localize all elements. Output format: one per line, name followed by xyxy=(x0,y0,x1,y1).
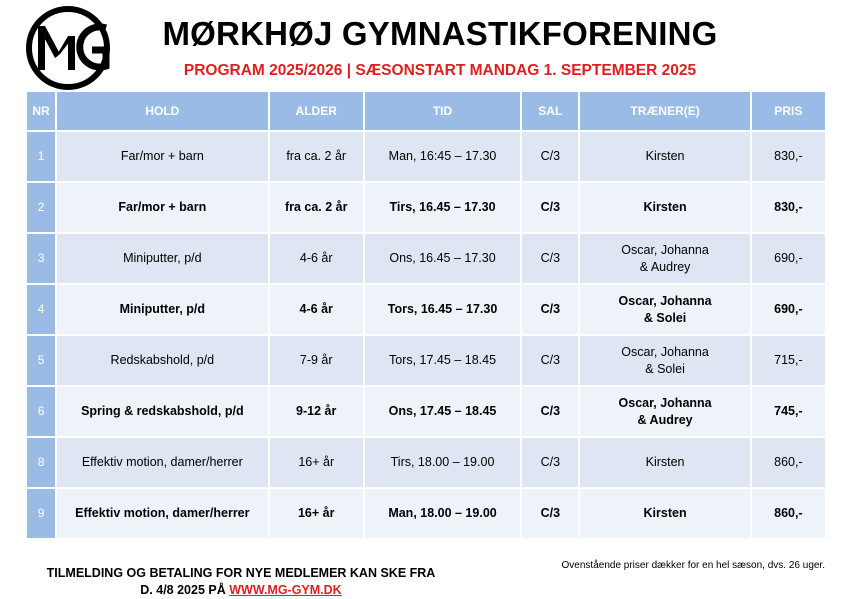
cell-pris: 745,- xyxy=(752,387,825,436)
col-header-sal: SAL xyxy=(522,92,578,130)
cell-pris: 830,- xyxy=(752,183,825,232)
cell-alder: 16+ år xyxy=(270,489,363,538)
registration-date: D. 4/8 2025 PÅ xyxy=(140,583,226,597)
cell-traener: Kirsten xyxy=(580,489,749,538)
cell-traener: Oscar, Johanna & Solei xyxy=(580,336,749,385)
cell-pris: 690,- xyxy=(752,234,825,283)
cell-pris: 860,- xyxy=(752,489,825,538)
cell-alder: 16+ år xyxy=(270,438,363,487)
registration-note xyxy=(26,565,456,599)
cell-hold: Far/mor + barn xyxy=(57,183,268,232)
table-row xyxy=(27,489,825,538)
cell-traener: Kirsten xyxy=(580,132,749,181)
cell-nr: 9 xyxy=(27,489,55,538)
cell-tid: Ons, 16.45 – 17.30 xyxy=(365,234,520,283)
cell-tid: Ons, 17.45 – 18.45 xyxy=(365,387,520,436)
col-header-tid: TID xyxy=(365,92,520,130)
cell-pris: 830,- xyxy=(752,132,825,181)
cell-tid: Tors, 16.45 – 17.30 xyxy=(365,285,520,334)
cell-alder: 4-6 år xyxy=(270,285,363,334)
col-header-pris: PRIS xyxy=(752,92,825,130)
cell-traener: Kirsten xyxy=(580,438,749,487)
table-row xyxy=(27,234,825,283)
col-header-alder: ALDER xyxy=(270,92,363,130)
table-header-row xyxy=(27,92,825,130)
cell-pris: 860,- xyxy=(752,438,825,487)
website-link[interactable]: WWW.MG-GYM.DK xyxy=(229,583,342,597)
cell-traener: Kirsten xyxy=(580,183,749,232)
cell-alder: 9-12 år xyxy=(270,387,363,436)
table-row xyxy=(27,132,825,181)
cell-traener: Oscar, Johanna & Audrey xyxy=(580,234,749,283)
table-row xyxy=(27,183,825,232)
cell-sal: C/3 xyxy=(522,234,578,283)
registration-line-1: TILMELDING OG BETALING FOR NYE MEDLEMER KAN SKE FRA xyxy=(46,566,436,580)
cell-sal: C/3 xyxy=(522,336,578,385)
cell-sal: C/3 xyxy=(522,438,578,487)
table-row xyxy=(27,387,825,436)
cell-sal: C/3 xyxy=(522,387,578,436)
cell-nr: 3 xyxy=(27,234,55,283)
cell-pris: 690,- xyxy=(752,285,825,334)
table-row xyxy=(27,336,825,385)
cell-nr: 8 xyxy=(27,438,55,487)
price-note: Ovenstående priser dækker for en hel sæson, dvs. 26 uger. xyxy=(561,560,825,571)
col-header-traener: TRÆNER(E) xyxy=(580,92,749,130)
cell-pris: 715,- xyxy=(752,336,825,385)
cell-tid: Tirs, 18.00 – 19.00 xyxy=(365,438,520,487)
cell-nr: 5 xyxy=(27,336,55,385)
cell-tid: Tors, 17.45 – 18.45 xyxy=(365,336,520,385)
mg-logo xyxy=(22,6,114,90)
cell-hold: Miniputter, p/d xyxy=(57,285,268,334)
cell-sal: C/3 xyxy=(522,285,578,334)
cell-alder: 7-9 år xyxy=(270,336,363,385)
cell-hold: Far/mor + barn xyxy=(57,132,268,181)
cell-nr: 4 xyxy=(27,285,55,334)
program-table xyxy=(25,90,827,540)
cell-alder: fra ca. 2 år xyxy=(270,183,363,232)
cell-hold: Effektiv motion, damer/herrer xyxy=(57,438,268,487)
cell-nr: 1 xyxy=(27,132,55,181)
cell-hold: Miniputter, p/d xyxy=(57,234,268,283)
cell-tid: Tirs, 16.45 – 17.30 xyxy=(365,183,520,232)
cell-alder: fra ca. 2 år xyxy=(270,132,363,181)
cell-hold: Spring & redskabshold, p/d xyxy=(57,387,268,436)
cell-traener: Oscar, Johanna & Audrey xyxy=(580,387,749,436)
cell-sal: C/3 xyxy=(522,132,578,181)
cell-nr: 2 xyxy=(27,183,55,232)
cell-hold: Redskabshold, p/d xyxy=(57,336,268,385)
table-row xyxy=(27,285,825,334)
col-header-hold: HOLD xyxy=(57,92,268,130)
cell-sal: C/3 xyxy=(522,183,578,232)
cell-tid: Man, 18.00 – 19.00 xyxy=(365,489,520,538)
table-row xyxy=(27,438,825,487)
cell-nr: 6 xyxy=(27,387,55,436)
cell-hold: Effektiv motion, damer/herrer xyxy=(57,489,268,538)
cell-tid: Man, 16:45 – 17.30 xyxy=(365,132,520,181)
col-header-nr: NR xyxy=(27,92,55,130)
cell-sal: C/3 xyxy=(522,489,578,538)
registration-line-2 xyxy=(26,582,456,599)
cell-traener: Oscar, Johanna & Solei xyxy=(580,285,749,334)
cell-alder: 4-6 år xyxy=(270,234,363,283)
page-title: MØRKHØJ GYMNASTIKFORENING xyxy=(162,15,718,52)
page-subtitle: PROGRAM 2025/2026 | SÆSONSTART MANDAG 1. SEPTEMBER 2025 xyxy=(183,62,697,79)
